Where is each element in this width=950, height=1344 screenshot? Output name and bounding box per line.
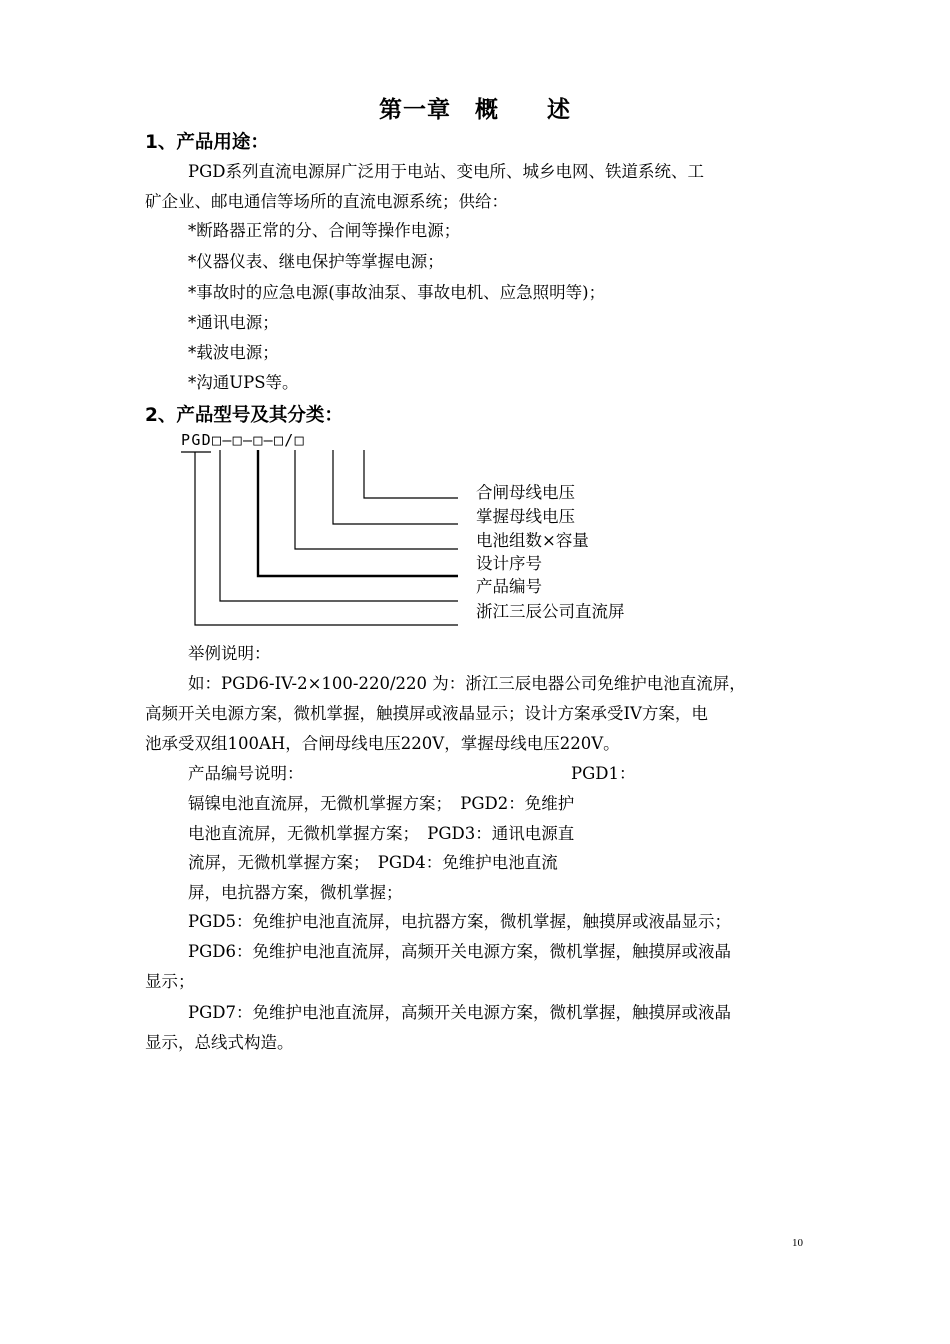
pgd5-line: PGD5：免维护电池直流屏，电抗器方案，微机掌握，触摸屏或液晶显示； — [188, 912, 732, 931]
diagram-label-product-number: 产品编号 — [476, 577, 542, 596]
numbering-line: 流屏，无微机掌握方案； PGD4：免维护电池直流 — [188, 853, 558, 872]
pgd6-line: 显示； — [145, 972, 195, 991]
example-line: 高频开关电源方案，微机掌握，触摸屏或液晶显示；设计方案承受IV方案，电 — [145, 704, 708, 723]
section1-intro-line2: 矿企业、邮电通信等场所的直流电源系统；供给： — [145, 192, 508, 211]
pgd7-line: PGD7：免维护电池直流屏，高频开关电源方案，微机掌握，触摸屏或液晶 — [188, 1003, 732, 1022]
model-code: PGD□—□—□—□/□ — [181, 431, 305, 449]
section1-intro-line1: PGD系列直流电源屏广泛用于电站、变电所、城乡电网、铁道系统、工 — [188, 162, 705, 181]
section1-heading: 1、产品用途： — [145, 132, 269, 153]
example-line: 如：PGD6-IV-2×100-220/220 为：浙江三辰电器公司免维护电池直流屏， — [188, 674, 746, 693]
diagram-label-battery-capacity: 电池组数×容量 — [476, 531, 589, 550]
diagram-label-company: 浙江三辰公司直流屏 — [476, 602, 625, 621]
list-item: *载波电源； — [188, 343, 279, 362]
list-item: *断路器正常的分、合闸等操作电源； — [188, 221, 461, 240]
page-number: 10 — [792, 1237, 803, 1249]
list-item: *通讯电源； — [188, 313, 279, 332]
diagram-label-closing-bus-voltage: 合闸母线电压 — [476, 483, 575, 502]
numbering-pgd1: PGD1： — [571, 764, 636, 783]
diagram-label-control-bus-voltage: 掌握母线电压 — [476, 507, 575, 526]
pgd7-line: 显示，总线式构造。 — [145, 1033, 294, 1052]
chapter-title: 第一章 概 述 — [379, 97, 571, 123]
diagram-label-design-number: 设计序号 — [476, 554, 542, 573]
example-title: 举例说明： — [188, 644, 271, 663]
list-item: *沟通UPS等。 — [188, 373, 299, 392]
list-item: *仪器仪表、继电保护等掌握电源； — [188, 252, 444, 271]
numbering-line: 电池直流屏，无微机掌握方案； PGD3：通讯电源直 — [188, 824, 575, 843]
section2-heading: 2、产品型号及其分类： — [145, 405, 343, 426]
example-line: 池承受双组100AH，合闸母线电压220V，掌握母线电压220V。 — [145, 734, 620, 753]
numbering-title: 产品编号说明： — [188, 764, 304, 783]
list-item: *事故时的应急电源(事故油泵、事故电机、应急照明等)； — [188, 283, 606, 302]
pgd6-line: PGD6：免维护电池直流屏，高频开关电源方案，微机掌握，触摸屏或液晶 — [188, 942, 732, 961]
numbering-line: 屏，电抗器方案，微机掌握； — [188, 883, 403, 902]
numbering-line: 镉镍电池直流屏，无微机掌握方案； PGD2：免维护 — [188, 794, 575, 813]
